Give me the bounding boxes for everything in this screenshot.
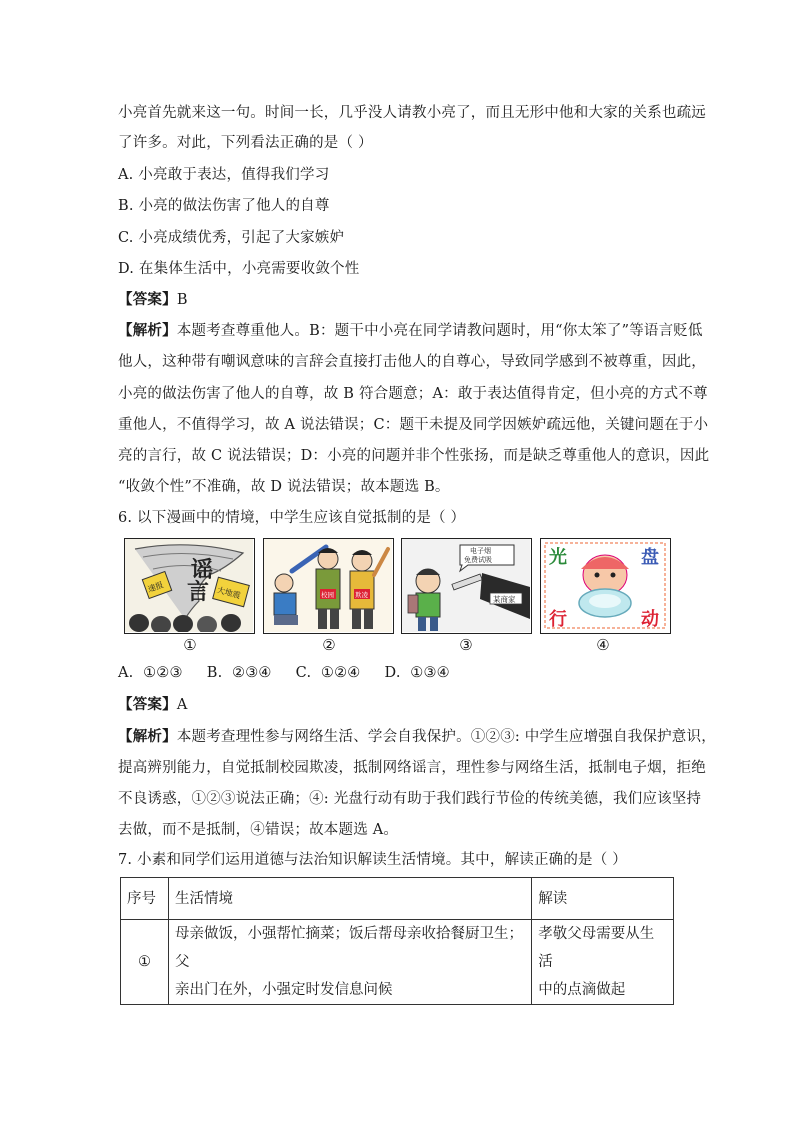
comic-panel-rumor [124,538,255,634]
q5-option-d: D. 在集体生活中，小亮需要收敛个性 [118,261,360,277]
answer-value: B [176,292,188,308]
q5-analysis-line-4: 重他人，不值得学习，故 A 说法错误；C：题干未提及同学因嫉妒疏远他，关键问题在于小 [118,417,709,433]
q5-analysis-line-3: 小亮的做法伤害了他人的自尊，故 B 符合题意；A：敢于表达值得肯定，但小亮的方式不尊 [118,386,708,402]
badge-bully: 欺凌 [355,591,368,599]
answer-label: 【答案】 [118,291,177,308]
scene-line-1: 母亲做饭，小强帮忙摘菜；饭后帮母亲收拾餐厨卫生；父 [174,926,523,970]
comic-panel-bullying [263,538,394,634]
q5-option-c: C. 小亮成绩优秀，引起了大家嫉妒 [118,230,345,246]
bubble-free-trial: 免费试吸 [464,556,492,564]
q6-comic-strip [124,538,672,636]
interp-line-2: 中的点滴做起 [538,982,626,998]
row-interp [532,920,674,1005]
analysis-text: 本题考查理性参与网络生活、学会自我保护。①②③: 中学生应增强自我保护意识， [176,729,716,745]
analysis-label: 【解析】 [118,728,177,745]
answer-label: 【答案】 [118,696,177,713]
slogan-char-2: 盘 [641,547,659,568]
row-num: ① [121,920,169,1005]
q5-answer [118,290,678,310]
q6-analysis-line-4: 去做，而不是抵制，④错误；故本题选 A。 [118,822,399,838]
q7-table [120,877,674,1005]
comic-panel-cleanplate [540,538,671,634]
q5-analysis-line-2: 他人，这种带有嘲讽意味的言辞会直接打击他人的自尊心，导致同学感到不被尊重，因此， [118,354,706,370]
answer-value: A [176,697,188,713]
q5-analysis-line-1 [118,321,703,341]
panel-number-3: ③ [459,636,473,654]
flyer-quick: 速报 [146,580,165,595]
q5-stem-line-1: 小亮首先就来这一句。时间一长，几乎没人请教小亮了，而且无形中他和大家的关系也疏远 [118,105,706,121]
bubble-ecig: 电子烟 [470,547,491,555]
q6-answer [118,695,678,715]
badge-school: 校园 [321,591,334,599]
panel-number-1: ① [183,636,197,654]
slogan-char-1: 光 [549,547,567,568]
analysis-text: 本题考查尊重他人。B：题干中小亮在同学请教问题时，用“你太笨了”等语言贬低 [176,323,703,339]
q5-stem-line-2: 了许多。对此，下列看法正确的是（ ） [118,135,373,151]
merchant-sign: 某商家 [493,595,516,604]
interp-line-1: 孝敬父母需要从生活 [538,926,655,970]
q5-option-a: A. 小亮敢于表达，值得我们学习 [118,167,330,183]
table-header-row [121,878,674,920]
scene-line-2: 亲出门在外，小强定时发信息问候 [174,982,393,998]
q6-analysis-line-3: 不良诱惑，①②③说法正确；④: 光盘行动有助于我们践行节俭的传统美德，我们应该坚持 [118,791,702,807]
comic-panel-ecig [401,538,532,634]
q6-stem: 6. 以下漫画中的情境，中学生应该自觉抵制的是（ ） [118,510,466,526]
rumor-char-2: 言 [187,580,210,605]
rumor-char-1: 谣 [191,558,214,583]
q5-analysis-line-6: “收敛个性”不准确，故 D 说法错误；故本题选 B。 [118,479,450,495]
panel-number-4: ④ [596,636,610,654]
slogan-char-4: 动 [641,609,659,630]
q5-analysis-line-5: 亮的言行，故 C 说法错误；D：小亮的问题并非个性张扬，而是缺乏尊重他人的意识，因此 [118,448,710,464]
q6-analysis-line-1 [118,727,716,747]
analysis-label: 【解析】 [118,322,177,339]
header-scene: 生活情境 [168,878,531,920]
q6-options: A. ①②③ B. ②③④ C. ①②④ D. ①③④ [118,665,450,681]
header-num: 序号 [121,878,169,920]
header-interp: 解读 [532,878,674,920]
q6-analysis-line-2: 提高辨别能力，自觉抵制校园欺凌，抵制网络谣言，理性参与网络生活，抵制电子烟，拒绝 [118,760,706,776]
row-scene [168,920,531,1005]
q5-option-b: B. 小亮的做法伤害了他人的自尊 [118,198,330,214]
table-row [121,920,674,1005]
panel-number-2: ② [322,636,336,654]
slogan-char-3: 行 [549,609,567,630]
flyer-quake: 大地震 [215,585,242,601]
q7-stem: 7. 小素和同学们运用道德与法治知识解读生活情境。其中，解读正确的是（ ） [118,852,627,868]
